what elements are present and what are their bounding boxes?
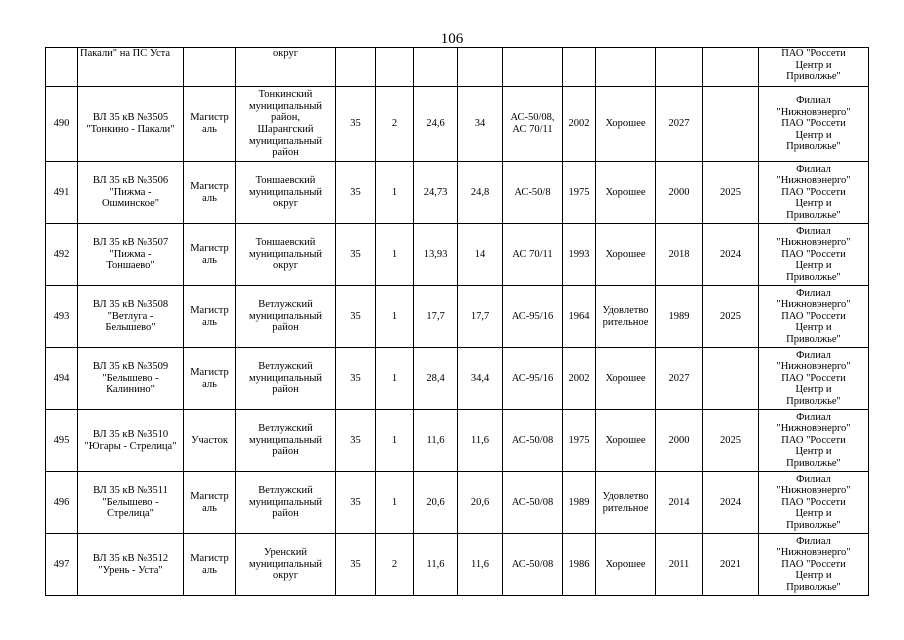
cell-district-line: Ветлужский: [258, 361, 313, 373]
cell-num: 494: [46, 348, 78, 410]
cell-district: [236, 87, 336, 162]
cell-line-name-line: ВЛ 35 кВ №3507: [92, 237, 169, 249]
cell-line-name-line: "Ветлуга -: [107, 310, 154, 322]
cell-district-line: Тоншаевский: [255, 175, 316, 187]
cell-condition-line: Удовлетво: [602, 490, 649, 502]
cell-voltage: 35: [336, 224, 376, 286]
cell-line-name-line: "Тонкино - Пакали": [86, 124, 175, 135]
cell-line-name-line: Калинино": [106, 384, 155, 396]
cell-owner-line: "Нижновэнерго": [776, 547, 851, 559]
cell-owner: [759, 286, 869, 348]
cell-condition-line: Удовлетво: [602, 304, 649, 316]
cell-type-line: Магистр: [190, 112, 229, 124]
cell-condition-line: Хорошее: [605, 434, 646, 446]
cell-length-2: 20,6: [458, 472, 503, 534]
cell-line-name: Пакали" на ПС Уста: [78, 48, 184, 87]
cell-line-name-line: ВЛ 35 кВ №3511: [93, 485, 168, 497]
cell-owner-line: "Нижновэнерго": [776, 175, 851, 187]
cell-condition: [596, 410, 656, 472]
cell-year-repair: 2011: [656, 534, 703, 596]
cell-district: округ: [236, 48, 336, 87]
cell-circuits: 1: [376, 286, 414, 348]
cell-line-name-line: ВЛ 35 кВ №3509: [92, 361, 169, 373]
cell-district-line: муниципальный: [248, 100, 323, 112]
cell-condition-line: рительное: [602, 316, 649, 328]
cell-type-line: Участок: [191, 434, 228, 446]
cell-district-line: округ: [272, 570, 299, 582]
cell-owner-line: Приволжье": [786, 395, 841, 407]
table-body: [46, 48, 869, 596]
cell-owner: [759, 472, 869, 534]
cell-owner-line: "Нижновэнерго": [776, 423, 851, 435]
cell-district-line: муниципальный: [248, 248, 323, 260]
cell-line-name-line: ВЛ 35 кВ №3505: [92, 112, 169, 124]
cell-district-line: Шарангский: [257, 124, 314, 135]
cell-owner-line: Филиал: [796, 473, 831, 485]
cell-type-line: Магистр: [190, 490, 229, 502]
cell-wire: [503, 87, 563, 162]
cell-length-2: 34: [458, 87, 503, 162]
cell-wire: [503, 48, 563, 87]
table-row: [46, 286, 869, 348]
cell-district-line: район: [272, 147, 299, 159]
cell-year-repair: 2014: [656, 472, 703, 534]
cell-line-name-line: Белышево": [105, 322, 156, 334]
cell-condition-line: Хорошее: [605, 118, 646, 130]
cell-type-line: Магистр: [190, 552, 229, 564]
cell-district: [236, 534, 336, 596]
cell-voltage: 35: [336, 286, 376, 348]
cell-line-name-line: Стрелица": [107, 508, 154, 520]
cell-owner-line: Центр и: [795, 446, 832, 458]
cell-type-line: аль: [202, 564, 217, 576]
cell-wire-line: АС-95/16: [511, 310, 554, 322]
cell-year: 1989: [563, 472, 596, 534]
cell-owner-line: "Нижновэнерго": [776, 485, 851, 497]
cell-condition: [596, 472, 656, 534]
cell-wire-line: АС-50/8: [514, 186, 551, 198]
cell-owner-line: Приволжье": [786, 141, 841, 153]
cell-type-line: Магистр: [190, 304, 229, 316]
cell-line-name: [78, 87, 184, 162]
cell-district-line: округ: [272, 198, 299, 210]
cell-line-name: [78, 162, 184, 224]
cell-district: [236, 348, 336, 410]
cell-owner-line: ПАО "Россети: [781, 558, 846, 570]
cell-line-name-line: "Белышево -: [102, 496, 159, 508]
cell-length-1: 17,7: [414, 286, 458, 348]
cell-circuits: 1: [376, 162, 414, 224]
table-row-continuation: [46, 48, 869, 87]
cell-length-1: 28,4: [414, 348, 458, 410]
cell-year-next: [703, 48, 759, 87]
cell-length-2: 24,8: [458, 162, 503, 224]
cell-length-2: 17,7: [458, 286, 503, 348]
cell-owner-line: Приволжье": [786, 519, 841, 531]
cell-year: 1975: [563, 410, 596, 472]
cell-num: 497: [46, 534, 78, 596]
cell-owner: [759, 410, 869, 472]
cell-wire-line: АС 70/11: [512, 124, 553, 135]
cell-district-line: муниципальный: [248, 310, 323, 322]
cell-year: 1993: [563, 224, 596, 286]
cell-length-1: 11,6: [414, 410, 458, 472]
cell-owner-line: Центр и: [795, 322, 832, 334]
cell-line-name-line: "Пижма -: [109, 248, 152, 260]
cell-owner-line: Центр и: [795, 570, 832, 582]
cell-voltage: 35: [336, 162, 376, 224]
cell-condition-line: Хорошее: [605, 558, 646, 570]
cell-line-name-line: "Белышево -: [102, 372, 159, 384]
table-row: [46, 410, 869, 472]
cell-voltage: 35: [336, 87, 376, 162]
cell-line-name: [78, 534, 184, 596]
table-row: [46, 162, 869, 224]
cell-voltage: 35: [336, 348, 376, 410]
cell-district-line: муниципальный: [248, 434, 323, 446]
cell-length-2: 11,6: [458, 534, 503, 596]
cell-year-next: [703, 348, 759, 410]
cell-owner-line: ПАО "Россети: [781, 434, 846, 446]
cell-district-line: район: [272, 384, 299, 396]
cell-condition: [596, 534, 656, 596]
cell-district: [236, 286, 336, 348]
cell-circuits: 1: [376, 472, 414, 534]
cell-condition: [596, 348, 656, 410]
cell-owner-line: Филиал: [796, 163, 831, 175]
cell-line-name-line: "Урень - Уста": [98, 564, 163, 576]
cell-length-1: [414, 48, 458, 87]
table-row: [46, 472, 869, 534]
cell-circuits: 1: [376, 224, 414, 286]
cell-condition-line: Хорошее: [605, 186, 646, 198]
cell-circuits: 1: [376, 348, 414, 410]
cell-owner-line: Филиал: [796, 411, 831, 423]
cell-circuits: 2: [376, 87, 414, 162]
cell-type-line: аль: [202, 316, 217, 328]
cell-wire: [503, 162, 563, 224]
cell-length-2: [458, 48, 503, 87]
cell-num: 495: [46, 410, 78, 472]
cell-owner: [759, 48, 869, 87]
cell-district: [236, 410, 336, 472]
cell-owner-line: "Нижновэнерго": [776, 237, 851, 249]
cell-condition: [596, 286, 656, 348]
cell-voltage: 35: [336, 472, 376, 534]
cell-type: [184, 87, 236, 162]
cell-condition-line: рительное: [602, 502, 649, 514]
page-number: 106: [440, 31, 464, 47]
cell-length-2: 14: [458, 224, 503, 286]
cell-year-next: 2021: [703, 534, 759, 596]
cell-year-repair: 2027: [656, 87, 703, 162]
cell-wire: [503, 534, 563, 596]
cell-type: [184, 410, 236, 472]
cell-owner-line: Центр и: [795, 384, 832, 396]
cell-owner-line: Приволжье": [786, 209, 841, 221]
cell-type: [184, 162, 236, 224]
cell-length-1: 11,6: [414, 534, 458, 596]
cell-owner-line: Филиал: [796, 287, 831, 299]
cell-owner-line: Филиал: [796, 349, 831, 361]
cell-num: 492: [46, 224, 78, 286]
cell-type-line: аль: [202, 378, 217, 390]
cell-line-name-line: Тоншаево": [106, 260, 155, 272]
cell-owner-line: "Нижновэнерго": [776, 106, 851, 118]
cell-type: [184, 224, 236, 286]
table-row: [46, 87, 869, 162]
cell-num: 496: [46, 472, 78, 534]
cell-type: [184, 348, 236, 410]
cell-year-repair: [656, 48, 703, 87]
cell-wire-line: АС-50/08: [511, 434, 554, 446]
cell-condition: [596, 162, 656, 224]
cell-type-line: аль: [202, 254, 217, 266]
cell-voltage: 35: [336, 410, 376, 472]
cell-owner: [759, 87, 869, 162]
cell-district-line: Тоншаевский: [255, 237, 316, 249]
cell-owner-line: ПАО "Россети: [781, 248, 846, 260]
cell-type: [184, 534, 236, 596]
cell-year: 1964: [563, 286, 596, 348]
cell-year-next: 2025: [703, 286, 759, 348]
cell-owner-line: "Нижновэнерго": [776, 361, 851, 373]
cell-year-repair: 2018: [656, 224, 703, 286]
cell-line-name: [78, 348, 184, 410]
cell-type: [184, 286, 236, 348]
owner-line: Приволжье": [786, 71, 841, 83]
cell-owner-line: Приволжье": [786, 457, 841, 469]
cell-district-line: муниципальный: [248, 496, 323, 508]
cell-owner-line: ПАО "Россети: [781, 118, 846, 130]
cell-length-1: 24,6: [414, 87, 458, 162]
cell-year-next: 2025: [703, 162, 759, 224]
cell-line-name-line: ВЛ 35 кВ №3508: [92, 299, 169, 311]
cell-line-name: [78, 410, 184, 472]
cell-condition: [596, 87, 656, 162]
cell-year: 2002: [563, 348, 596, 410]
cell-owner-line: ПАО "Россети: [781, 372, 846, 384]
cell-district-line: округ: [272, 260, 299, 272]
cell-owner-line: ПАО "Россети: [781, 496, 846, 508]
cell-type-line: аль: [202, 124, 217, 135]
cell-year-next: 2024: [703, 224, 759, 286]
cell-owner: [759, 348, 869, 410]
owner-line: ПАО "Россети: [781, 48, 846, 59]
cell-district-line: муниципальный: [248, 558, 323, 570]
cell-district: [236, 162, 336, 224]
cell-year-next: [703, 87, 759, 162]
cell-type-line: Магистр: [190, 180, 229, 192]
table-row: [46, 348, 869, 410]
cell-length-1: 20,6: [414, 472, 458, 534]
cell-owner-line: Приволжье": [786, 333, 841, 345]
cell-owner-line: Центр и: [795, 198, 832, 210]
cell-owner-line: Приволжье": [786, 271, 841, 283]
cell-condition-line: Хорошее: [605, 372, 646, 384]
cell-voltage: [336, 48, 376, 87]
cell-num: 490: [46, 87, 78, 162]
cell-owner-line: Филиал: [796, 225, 831, 237]
table-row: [46, 224, 869, 286]
cell-year-repair: 2000: [656, 162, 703, 224]
cell-district-line: муниципальный: [248, 372, 323, 384]
cell-condition: [596, 224, 656, 286]
cell-circuits: [376, 48, 414, 87]
cell-year: 2002: [563, 87, 596, 162]
cell-wire: [503, 286, 563, 348]
cell-owner-line: Филиал: [796, 95, 831, 107]
cell-line-name-line: "Пижма -: [109, 186, 152, 198]
cell-year-next: 2025: [703, 410, 759, 472]
cell-line-name-line: ВЛ 35 кВ №3506: [92, 175, 169, 187]
cell-year: 1986: [563, 534, 596, 596]
cell-owner-line: ПАО "Россети: [781, 310, 846, 322]
cell-condition: [596, 48, 656, 87]
cell-district-line: муниципальный: [248, 135, 323, 147]
cell-district-line: район: [272, 446, 299, 458]
cell-line-name-line: Ошминское": [101, 198, 160, 210]
cell-circuits: 1: [376, 410, 414, 472]
cell-line-name-line: "Югары - Стрелица": [84, 440, 177, 452]
cell-year-repair: 1989: [656, 286, 703, 348]
cell-year: 1975: [563, 162, 596, 224]
cell-district-line: муниципальный: [248, 186, 323, 198]
cell-year-repair: 2027: [656, 348, 703, 410]
owner-line: Центр и: [795, 59, 832, 71]
cell-length-1: 24,73: [414, 162, 458, 224]
cell-wire-line: АС 70/11: [512, 248, 553, 260]
cell-line-name: [78, 224, 184, 286]
cell-circuits: 2: [376, 534, 414, 596]
cell-wire-line: АС-50/08: [511, 558, 554, 570]
cell-district: [236, 472, 336, 534]
cell-wire: [503, 410, 563, 472]
cell-owner: [759, 224, 869, 286]
cell-owner-line: Филиал: [796, 535, 831, 547]
cell-type-line: аль: [202, 502, 217, 514]
cell-condition-line: Хорошее: [605, 248, 646, 260]
cell-type: [184, 472, 236, 534]
cell-district-line: район,: [270, 112, 301, 124]
cell-type-line: аль: [202, 192, 217, 204]
cell-line-name: [78, 286, 184, 348]
cell-year: [563, 48, 596, 87]
cell-owner: [759, 162, 869, 224]
cell-district-line: Ветлужский: [258, 485, 313, 497]
cell-district-line: Уренский: [263, 547, 308, 559]
cell-year-repair: 2000: [656, 410, 703, 472]
cell-line-name-line: ВЛ 35 кВ №3512: [92, 552, 169, 564]
cell-num: 493: [46, 286, 78, 348]
cell-wire: [503, 472, 563, 534]
cell-district-line: Тонкинский: [258, 89, 313, 101]
cell-wire-line: АС-95/16: [511, 372, 554, 384]
cell-district: [236, 224, 336, 286]
cell-line-name-line: ВЛ 35 кВ №3510: [92, 428, 169, 440]
cell-type-line: Магистр: [190, 366, 229, 378]
cell-district-line: Ветлужский: [258, 299, 313, 311]
cell-owner-line: Центр и: [795, 508, 832, 520]
cell-owner-line: ПАО "Россети: [781, 186, 846, 198]
power-lines-table: [45, 47, 869, 596]
cell-wire: [503, 224, 563, 286]
cell-type: [184, 48, 236, 87]
cell-length-1: 13,93: [414, 224, 458, 286]
cell-length-2: 34,4: [458, 348, 503, 410]
cell-district-line: район: [272, 322, 299, 334]
cell-district-line: Ветлужский: [258, 423, 313, 435]
cell-num: [46, 48, 78, 87]
cell-owner: [759, 534, 869, 596]
cell-district-line: район: [272, 508, 299, 520]
cell-owner-line: Приволжье": [786, 581, 841, 593]
table-row: [46, 534, 869, 596]
cell-owner-line: "Нижновэнерго": [776, 299, 851, 311]
cell-length-2: 11,6: [458, 410, 503, 472]
cell-type-line: Магистр: [190, 242, 229, 254]
cell-owner-line: Центр и: [795, 260, 832, 272]
cell-num: 491: [46, 162, 78, 224]
cell-wire-line: АС-50/08,: [510, 112, 555, 124]
cell-wire-line: АС-50/08: [511, 496, 554, 508]
cell-wire: [503, 348, 563, 410]
cell-year-next: 2024: [703, 472, 759, 534]
cell-line-name: [78, 472, 184, 534]
cell-voltage: 35: [336, 534, 376, 596]
cell-owner-line: Центр и: [795, 129, 832, 141]
